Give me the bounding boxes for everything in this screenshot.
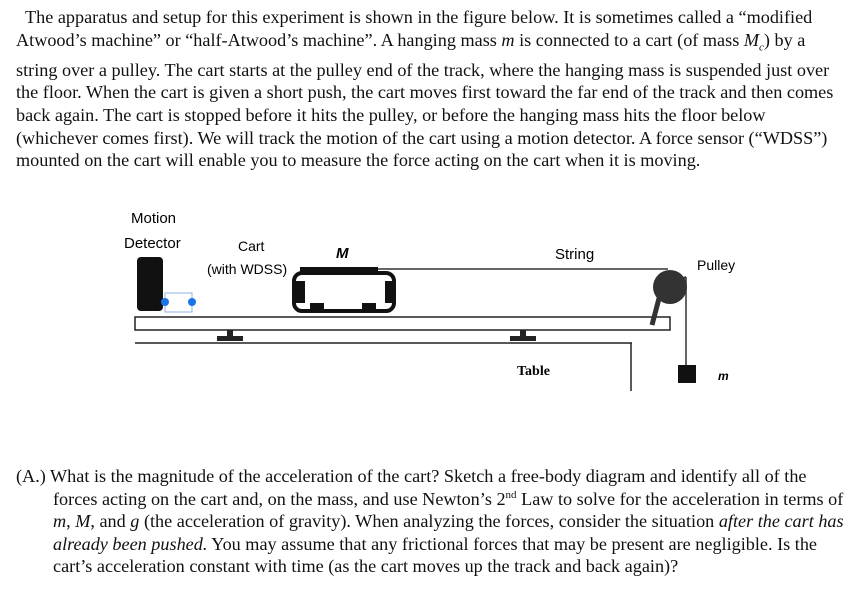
comma-2: , and <box>90 511 131 532</box>
hanging-mass <box>678 365 696 383</box>
question-seg1: What is the magnitude of the acceleration of the cart? Sketch a free-body diagram and identify all of the forces acting on the cart and, on the mass, and use Newton’s 2 <box>50 466 807 509</box>
intro-seg2: is connected to a cart (of mass <box>514 29 744 50</box>
question-seg4: You may assume that any frictional forces that may be present are negligible. Is the cart’s acceleration constant with time (as the cart moves up the track and back again)? <box>53 533 817 577</box>
motion-detector-label-2: Detector <box>124 235 181 252</box>
var-mc: $M_c$ <box>743 29 764 54</box>
motion-detector-label-1: Motion <box>131 210 177 227</box>
var-m-q: m <box>53 511 67 532</box>
string-label: String <box>555 246 595 263</box>
var-M-q: M <box>75 511 91 532</box>
intro-seg1: The apparatus and setup for this experiment is shown in the figure below. It is sometimes called a “modified Atwood’s machine” or “half-Atwood’s machine”. A hanging mass <box>16 7 813 50</box>
motion-detector <box>137 257 163 311</box>
superscript-nd: nd <box>505 488 517 501</box>
question-italic-phrase: after the cart has already been pushed. <box>53 511 844 554</box>
cart-body <box>294 273 394 311</box>
cart-label-2: (with WDSS) <box>207 261 288 277</box>
question-seg2: Law to solve for the acceleration in terms of <box>516 488 844 509</box>
var-g-q: g <box>130 511 140 532</box>
intro-paragraph <box>16 6 846 172</box>
question-label: (A.) <box>16 466 51 486</box>
cart-mass-label: M <box>336 245 349 262</box>
hanging-mass-label: m <box>718 369 729 383</box>
intro-seg3: ) by a string over a pulley. The cart starts at the pulley end of the track, where the hanging mass is suspended just over the floor. When the cart is given a short push, the cart moves first toward the far end of the track and then comes back again. The cart is stopped before it hits the pulley, or before the hanging mass hits the floor below (whichever comes first). We will track the motion of the cart using a motion detector. A force sensor (“WDSS”) mounted on the cart will enable you to measure the force acting on the cart when it is moving. <box>16 29 834 171</box>
question-seg3: (the acceleration of gravity). When analyzing the forces, consider the situation <box>139 511 719 532</box>
comma-1: , <box>66 511 76 532</box>
apparatus-figure <box>0 195 858 455</box>
pulley-label: Pulley <box>697 257 736 273</box>
track <box>135 317 670 330</box>
var-m: m <box>501 29 515 50</box>
cart-label-1: Cart <box>238 238 265 254</box>
table-label: Table <box>517 364 550 379</box>
question-a <box>16 465 846 578</box>
